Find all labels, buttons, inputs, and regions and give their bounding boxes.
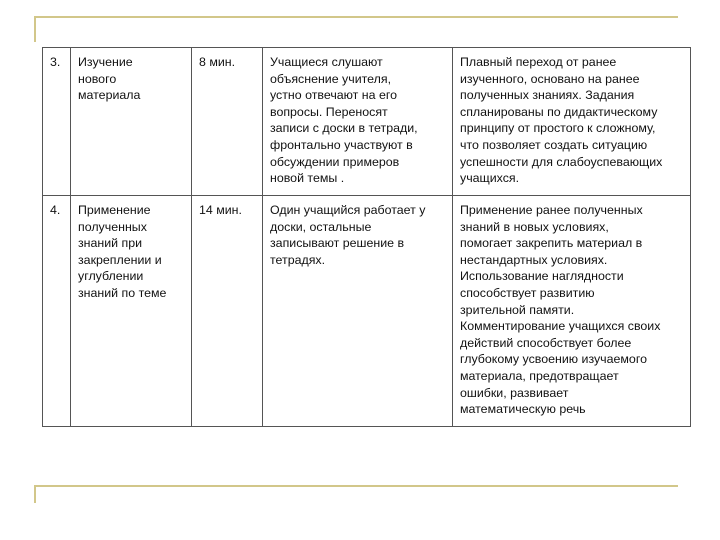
row-number-cell: 3. [43, 48, 71, 196]
bottom-decorative-rule [36, 485, 678, 487]
duration-cell: 14 мин. [192, 196, 263, 427]
top-decorative-rule [36, 16, 678, 18]
activity-cell: Учащиеся слушают объяснение учителя, устно отвечают на его вопросы. Переносят записи с доски в тетради, фронтально участвуют в обсуждении примеров новой темы . [263, 48, 453, 196]
lesson-plan-table [42, 47, 691, 427]
rationale-cell: Применение ранее полученных знаний в новых условиях, помогает закрепить материал в нестандартных условиях. Использование наглядности способствует развитию зрительной памяти. Комментирование учащихся своих действий способствует более глубокому усвоению изучаемого материала, предотвращает ошибки, развивает математическую речь [453, 196, 691, 427]
duration-cell: 8 мин. [192, 48, 263, 196]
table-row [43, 48, 691, 196]
stage-cell: Применение полученных знаний при закреплении и углублении знаний по теме [71, 196, 192, 427]
rationale-cell: Плавный переход от ранее изученного, основано на ранее полученных знаниях. Задания спланированы по дидактическому принципу от простого к сложному, что позволяет создать ситуацию успешности для слабоуспевающих учащихся. [453, 48, 691, 196]
stage-cell: Изучение нового материала [71, 48, 192, 196]
top-accent-line [34, 16, 36, 42]
row-number-cell: 4. [43, 196, 71, 427]
activity-cell: Один учащийся работает у доски, остальные записывают решение в тетрадях. [263, 196, 453, 427]
table-row [43, 196, 691, 427]
bottom-accent-line [34, 485, 36, 503]
